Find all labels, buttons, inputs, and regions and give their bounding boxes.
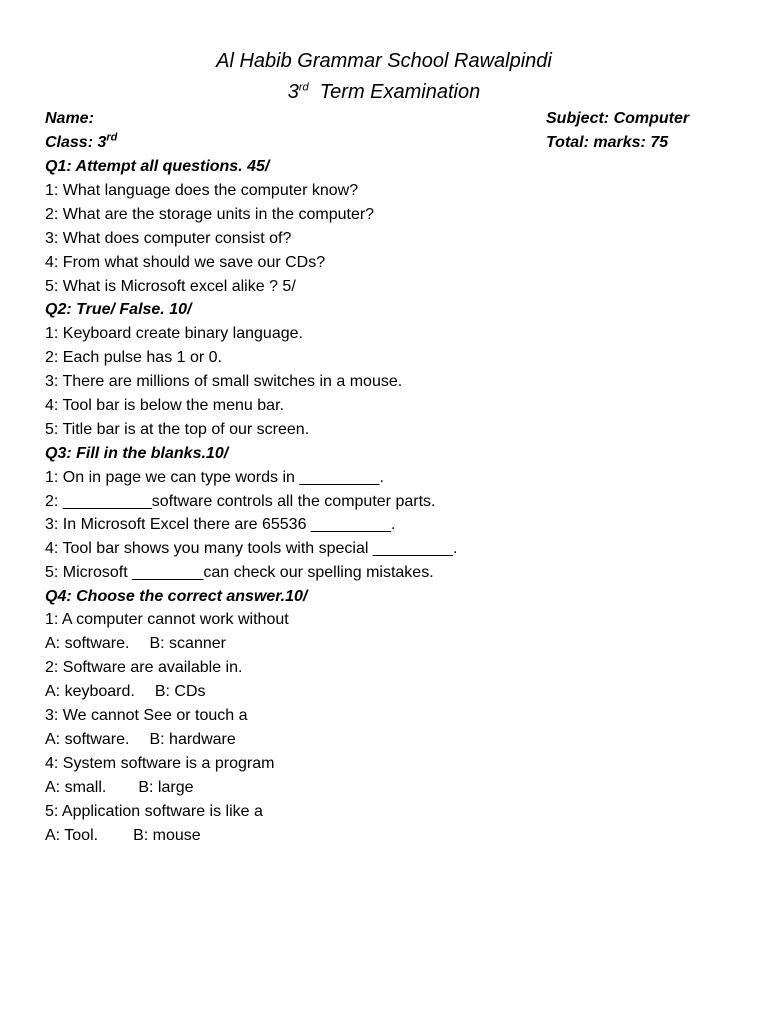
q3-item: 2: __________software controls all the computer parts. bbox=[45, 493, 436, 510]
option-a: A: small. bbox=[45, 779, 107, 796]
q4-question: 4: System software is a program bbox=[45, 755, 275, 772]
q1-item: 5: What is Microsoft excel alike ? 5/ bbox=[45, 278, 296, 295]
q1-item: 3: What does computer consist of? bbox=[45, 230, 292, 247]
q4-heading: Q4: Choose the correct answer.10/ bbox=[45, 588, 308, 605]
q3-heading: Q3: Fill in the blanks.10/ bbox=[45, 445, 229, 462]
option-a: A: software. bbox=[45, 635, 130, 652]
q4-options bbox=[45, 634, 226, 654]
q3-item: 4: Tool bar shows you many tools with special _________. bbox=[45, 540, 458, 557]
option-b: B: large bbox=[138, 779, 194, 796]
q2-item: 5: Title bar is at the top of our screen. bbox=[45, 421, 310, 438]
q4-options bbox=[45, 778, 193, 798]
option-b: B: scanner bbox=[149, 635, 226, 652]
option-a: A: Tool. bbox=[45, 827, 99, 844]
q1-heading: Q1: Attempt all questions. 45/ bbox=[45, 158, 270, 175]
school-title: Al Habib Grammar School Rawalpindi bbox=[216, 50, 552, 72]
q4-question: 2: Software are available in. bbox=[45, 659, 243, 676]
option-a: A: keyboard. bbox=[45, 683, 135, 700]
q2-item: 3: There are millions of small switches in a mouse. bbox=[45, 373, 403, 390]
term-superscript: rd bbox=[298, 81, 309, 94]
q4-question: 3: We cannot See or touch a bbox=[45, 707, 248, 724]
class-label bbox=[45, 133, 117, 153]
q1-item: 4: From what should we save our CDs? bbox=[45, 254, 326, 271]
term-text: Term Examination bbox=[319, 81, 481, 103]
subject-label: Subject: Computer bbox=[546, 110, 690, 127]
q2-item: 1: Keyboard create binary language. bbox=[45, 325, 303, 342]
q4-question: 1: A computer cannot work without bbox=[45, 611, 289, 628]
q4-options bbox=[45, 826, 201, 846]
name-label: Name: bbox=[45, 110, 94, 127]
q2-heading: Q2: True/ False. 10/ bbox=[45, 301, 192, 318]
q1-item: 2: What are the storage units in the computer? bbox=[45, 206, 375, 223]
q2-item: 4: Tool bar is below the menu bar. bbox=[45, 397, 284, 414]
option-a: A: software. bbox=[45, 731, 130, 748]
option-b: B: mouse bbox=[133, 827, 201, 844]
term-number: 3 bbox=[287, 81, 299, 103]
class-superscript: rd bbox=[106, 131, 118, 144]
q3-item: 1: On in page we can type words in _________. bbox=[45, 469, 384, 486]
q1-item: 1: What language does the computer know? bbox=[45, 182, 359, 199]
q3-item: 5: Microsoft ________can check our spelling mistakes. bbox=[45, 564, 434, 581]
option-b: B: CDs bbox=[154, 683, 206, 700]
q4-options bbox=[45, 682, 206, 702]
q3-item: 3: In Microsoft Excel there are 65536 _________. bbox=[45, 516, 396, 533]
class-text: Class: 3 bbox=[45, 134, 107, 151]
q4-options bbox=[45, 730, 236, 750]
option-b: B: hardware bbox=[149, 731, 236, 748]
q4-question: 5: Application software is like a bbox=[45, 803, 263, 820]
total-marks-label: Total: marks: 75 bbox=[546, 134, 669, 151]
term-title bbox=[0, 80, 768, 104]
q2-item: 2: Each pulse has 1 or 0. bbox=[45, 349, 222, 366]
